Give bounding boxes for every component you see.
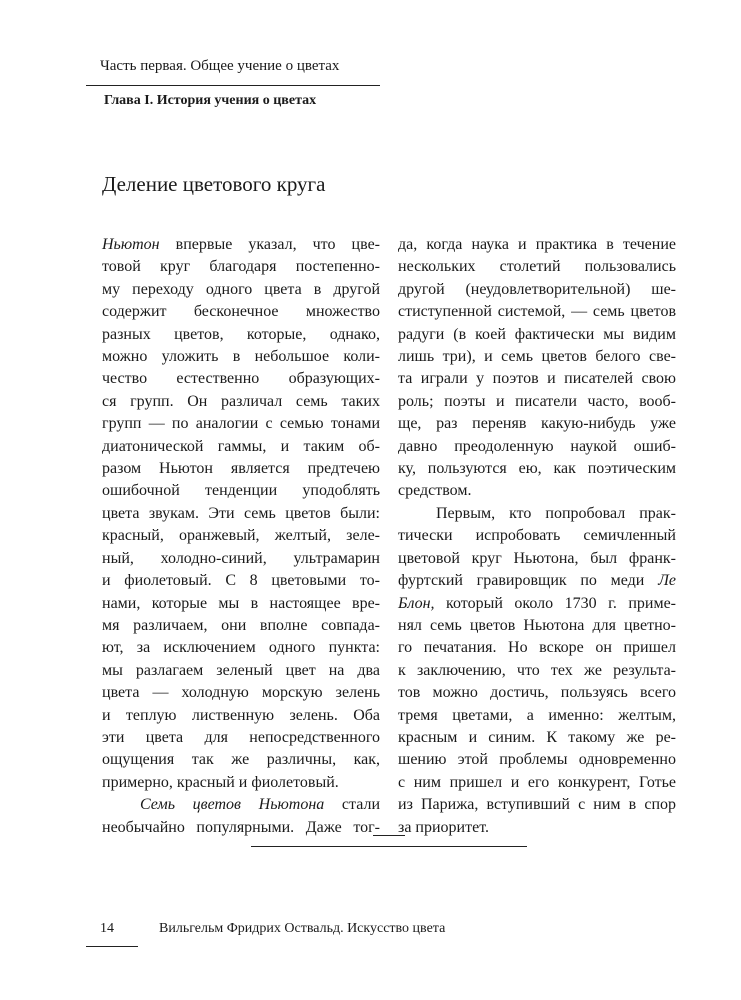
text-line xyxy=(102,682,380,704)
text-line xyxy=(102,480,380,502)
text-line xyxy=(102,749,380,771)
text-column-right xyxy=(398,234,676,839)
text-run: примерно, красный и фиолетовый. xyxy=(102,773,339,791)
text-line xyxy=(102,256,380,278)
text-run: тически испробовать семичленный xyxy=(398,527,676,545)
text-run: лишь три), и семь цветов белого све- xyxy=(398,348,676,366)
text-line xyxy=(102,637,380,659)
text-line xyxy=(398,391,676,413)
text-line xyxy=(398,660,676,682)
text-run: чество естественно образующих- xyxy=(102,370,380,388)
text-run: цвета звукам. Эти семь цветов были: xyxy=(102,504,380,522)
text-run: стиступенной системой, — семь цветов xyxy=(398,303,676,321)
text-line xyxy=(102,615,380,637)
text-run: тремя цветами, а именно: желтым, xyxy=(398,706,676,724)
text-line xyxy=(102,727,380,749)
text-line xyxy=(102,413,380,435)
text-run: который около 1730 г. приме- xyxy=(434,594,676,612)
text-run: и фиолетовый. С 8 цветовыми то- xyxy=(102,572,380,590)
text-run: мы разлагаем зеленый цвет на два xyxy=(102,661,380,679)
text-line xyxy=(398,705,676,727)
text-run: за приоритет. xyxy=(398,818,489,836)
text-line xyxy=(102,593,380,615)
text-line xyxy=(102,817,380,839)
section-title: Деление цветового круга xyxy=(102,172,326,196)
text-line xyxy=(102,368,380,390)
text-line xyxy=(102,772,380,794)
text-line xyxy=(398,593,676,615)
text-line xyxy=(398,279,676,301)
text-run: ный, холодно-синий, ультрамарин xyxy=(102,549,380,567)
text-line xyxy=(398,749,676,771)
text-run: ся групп. Он различал семь таких xyxy=(102,392,380,410)
text-run: шению этой проблемы одновременно xyxy=(398,751,676,769)
text-run: разом Ньютон является предтечею xyxy=(102,460,380,478)
text-line xyxy=(398,727,676,749)
text-line xyxy=(102,525,380,547)
end-mark-dash xyxy=(373,835,405,836)
text-line xyxy=(398,458,676,480)
text-run: нескольких столетий пользовались xyxy=(398,258,676,276)
text-line xyxy=(102,794,380,816)
text-run: содержит бесконечное множество xyxy=(102,303,380,321)
text-run: средством. xyxy=(398,482,472,500)
text-line xyxy=(102,705,380,727)
text-run: диатонической гаммы, и таким об- xyxy=(102,437,380,455)
text-run: го печатания. Но вскоре он пришел xyxy=(398,639,676,657)
text-run: радуги (в коей фактически мы видим xyxy=(398,325,676,343)
italic-text: Ньютон xyxy=(102,236,160,253)
text-line xyxy=(398,368,676,390)
text-run: к заключению, что тех же результа- xyxy=(398,661,676,679)
text-run: товой круг благодаря постепенно- xyxy=(102,258,380,276)
italic-text: Ле xyxy=(658,572,676,590)
text-line xyxy=(102,548,380,570)
text-line xyxy=(102,570,380,592)
text-run: нами, которые мы в настоящее вре- xyxy=(102,594,380,612)
text-run: разных цветов, которые, однако, xyxy=(102,325,380,343)
text-run: красным и синим. К такому же ре- xyxy=(398,728,676,746)
text-line xyxy=(102,660,380,682)
text-line xyxy=(398,301,676,323)
section-end-rule xyxy=(251,846,527,847)
text-line xyxy=(102,234,380,256)
text-run: ют, за исключением одного пункта: xyxy=(102,639,380,657)
text-run: красный, оранжевый, желтый, зеле- xyxy=(102,527,380,545)
text-run: давно преодоленную наукой ошиб- xyxy=(398,437,676,455)
text-run: му переходу одного цвета в другой xyxy=(102,280,380,298)
text-line xyxy=(398,413,676,435)
text-line xyxy=(398,324,676,346)
text-run: мя различаем, они вполне совпада- xyxy=(102,616,380,634)
text-run: эти цвета для непосредственного xyxy=(102,728,380,746)
text-line xyxy=(398,234,676,256)
text-run: необычайно популярными. Даже тог- xyxy=(102,818,380,836)
text-run: и теплую лиственную зелень. Оба xyxy=(102,706,380,724)
text-run: фуртский гравировщик по меди xyxy=(398,572,659,590)
header-rule xyxy=(86,85,380,86)
chapter-heading: Глава I. История учения о цветах xyxy=(104,93,317,108)
text-run: цвета — холодную морскую зелень xyxy=(102,684,380,702)
text-line xyxy=(102,324,380,346)
text-line xyxy=(102,279,380,301)
text-run: цветовой круг Ньютона, был франк- xyxy=(398,549,676,567)
text-line xyxy=(102,458,380,480)
text-run: Первым, кто попробовал прак- xyxy=(436,504,676,522)
text-run: нял семь цветов Ньютона для цветно- xyxy=(398,616,676,634)
text-line xyxy=(398,615,676,637)
text-line xyxy=(398,637,676,659)
text-run: ощущения так же различны, как, xyxy=(102,751,380,769)
italic-text: Блон, xyxy=(398,594,435,612)
text-run: та играли у поэтов и писателей свою xyxy=(398,370,676,388)
text-line xyxy=(398,525,676,547)
text-line xyxy=(398,480,676,502)
running-head: Часть первая. Общее учение о цветах xyxy=(100,58,340,74)
text-line xyxy=(398,682,676,704)
text-line xyxy=(102,391,380,413)
text-run: впервые указал, что цве- xyxy=(159,236,380,253)
text-line xyxy=(102,436,380,458)
text-run: групп — по аналогии с семью тонами xyxy=(102,415,380,433)
text-column-left xyxy=(102,234,380,839)
text-run: из Парижа, вступивший с ним в спор xyxy=(398,796,676,814)
text-line xyxy=(398,548,676,570)
text-run: да, когда наука и практика в течение xyxy=(398,236,676,253)
text-run: с ним пришел и его конкурент, Готье xyxy=(398,773,676,791)
text-run: стали xyxy=(324,796,381,814)
italic-text: Семь цветов Ньютона xyxy=(140,796,325,814)
book-title-footer: Вильгельм Фридрих Оствальд. Искусство цвета xyxy=(159,921,446,936)
text-line xyxy=(102,503,380,525)
text-line xyxy=(398,772,676,794)
page-number: 14 xyxy=(100,921,114,936)
text-line xyxy=(398,436,676,458)
text-run: другой (неудовлетворительной) ше- xyxy=(398,280,676,298)
text-run: роль; поэты и писатели часто, вооб- xyxy=(398,392,676,410)
text-line xyxy=(398,256,676,278)
text-line xyxy=(398,570,676,592)
text-line xyxy=(398,503,676,525)
text-run: ошибочной тенденции уподоблять xyxy=(102,482,380,500)
text-run: можно уложить в небольшое коли- xyxy=(102,348,380,366)
text-line xyxy=(398,346,676,368)
text-line xyxy=(398,794,676,816)
text-run: тов можно достичь, пользуясь всего xyxy=(398,684,676,702)
text-line xyxy=(398,817,676,839)
text-line xyxy=(102,301,380,323)
text-run: ще, раз переняв какую-нибудь уже xyxy=(398,415,676,433)
text-line xyxy=(102,346,380,368)
text-run: ку, пользуются ею, как поэтическим xyxy=(398,460,676,478)
footer-rule xyxy=(86,946,138,947)
